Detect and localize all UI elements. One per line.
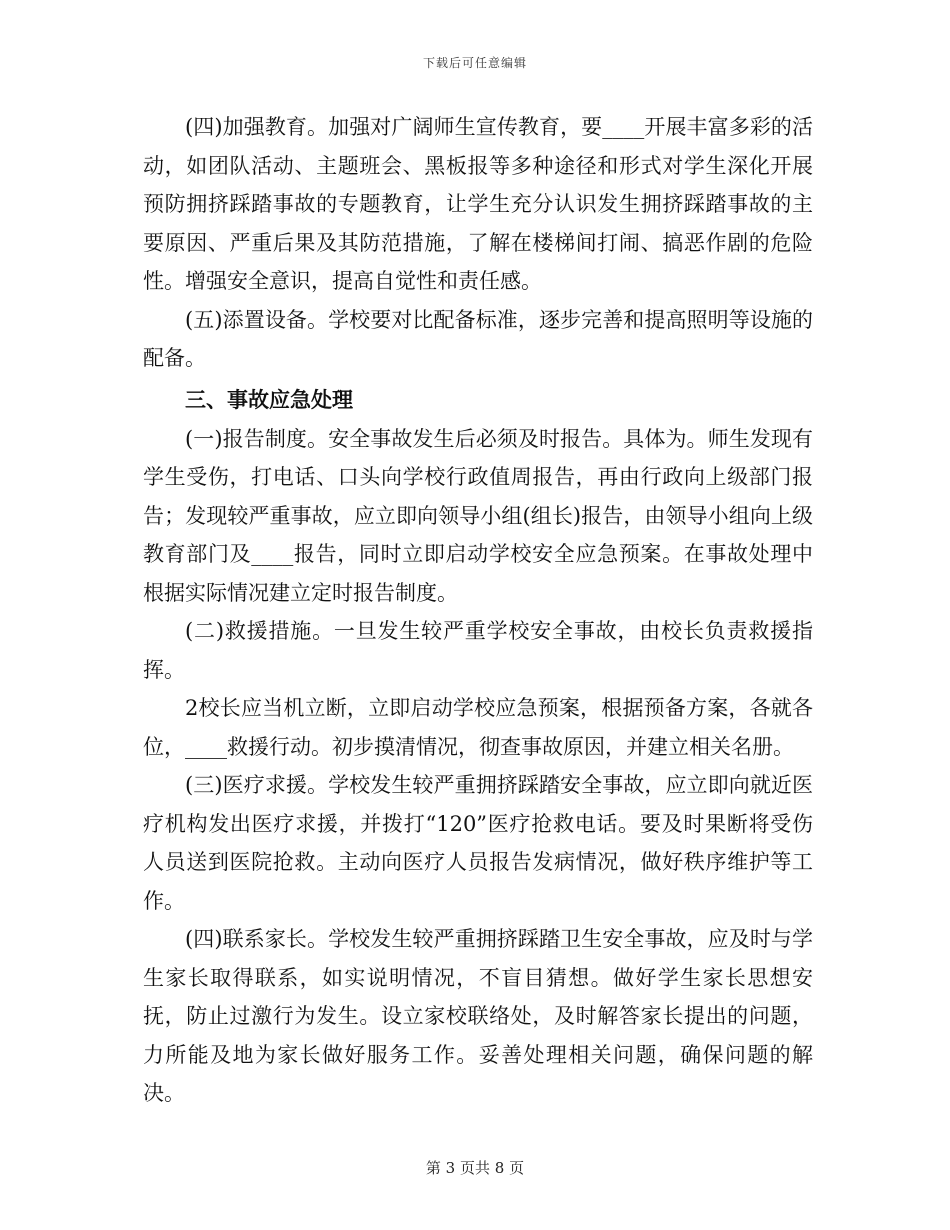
document-body <box>143 108 813 1113</box>
paragraph-equipment: (五)添置设备。学校要对比配备标准，逐步完善和提高照明等设施的配备。 <box>143 307 813 370</box>
paragraph-medical: (三)医疗求援。学校发生较严重拥挤踩踏安全事故，应立即向就近医疗机构发出医疗求援，并拨打“120”医疗抢救电话。要及时果断将受伤人员送到医院抢救。主动向医疗人员报告发病情况，做好秩序维护等工作。 <box>143 773 813 913</box>
paragraph-reporting: (一)报告制度。安全事故发生后必须及时报告。具体为。师生发现有学生受伤，打电话、口头向学校行政值周报告，再由行政向上级部门报告；发现较严重事故，应立即向领导小组(组长)报告，由领导小组向上级教育部门及____报告，同时立即启动学校安全应急预案。在事故处理中根据实际情况建立定时报告制度。 <box>143 426 813 605</box>
paragraph-principal: 2校长应当机立断，立即启动学校应急预案，根据预备方案，各就各位，____救援行动。初步摸清情况，彻查事故原因，并建立相关名册。 <box>143 696 813 759</box>
paragraph-parents: (四)联系家长。学校发生较严重拥挤踩踏卫生安全事故，应及时与学生家长取得联系，如实说明情况，不盲目猜想。做好学生家长思想安抚，防止过激行为发生。设立家校联络处，及时解答家长提出的问题，力所能及地为家长做好服务工作。妥善处理相关问题，确保问题的解决。 <box>143 927 813 1105</box>
page-number: 第 3 页共 8 页 <box>425 1159 525 1177</box>
page-header-note: 下载后可任意编辑 <box>422 56 527 70</box>
paragraph-education: (四)加强教育。加强对广阔师生宣传教育，要____开展丰富多彩的活动，如团队活动、主题班会、黑板报等多种途径和形式对学生深化开展预防拥挤踩踏事故的专题教育，让学生充分认识发生拥挤踩踏事故的主要原因、严重后果及其防范措施，了解在楼梯间打闹、搞恶作剧的危险性。增强安全意识，提高自觉性和责任感。 <box>143 115 813 293</box>
paragraph-rescue: (二)救援措施。一旦发生较严重学校安全事故，由校长负责救援指挥。 <box>143 619 813 682</box>
section-heading-emergency: 三、事故应急处理 <box>185 387 353 412</box>
